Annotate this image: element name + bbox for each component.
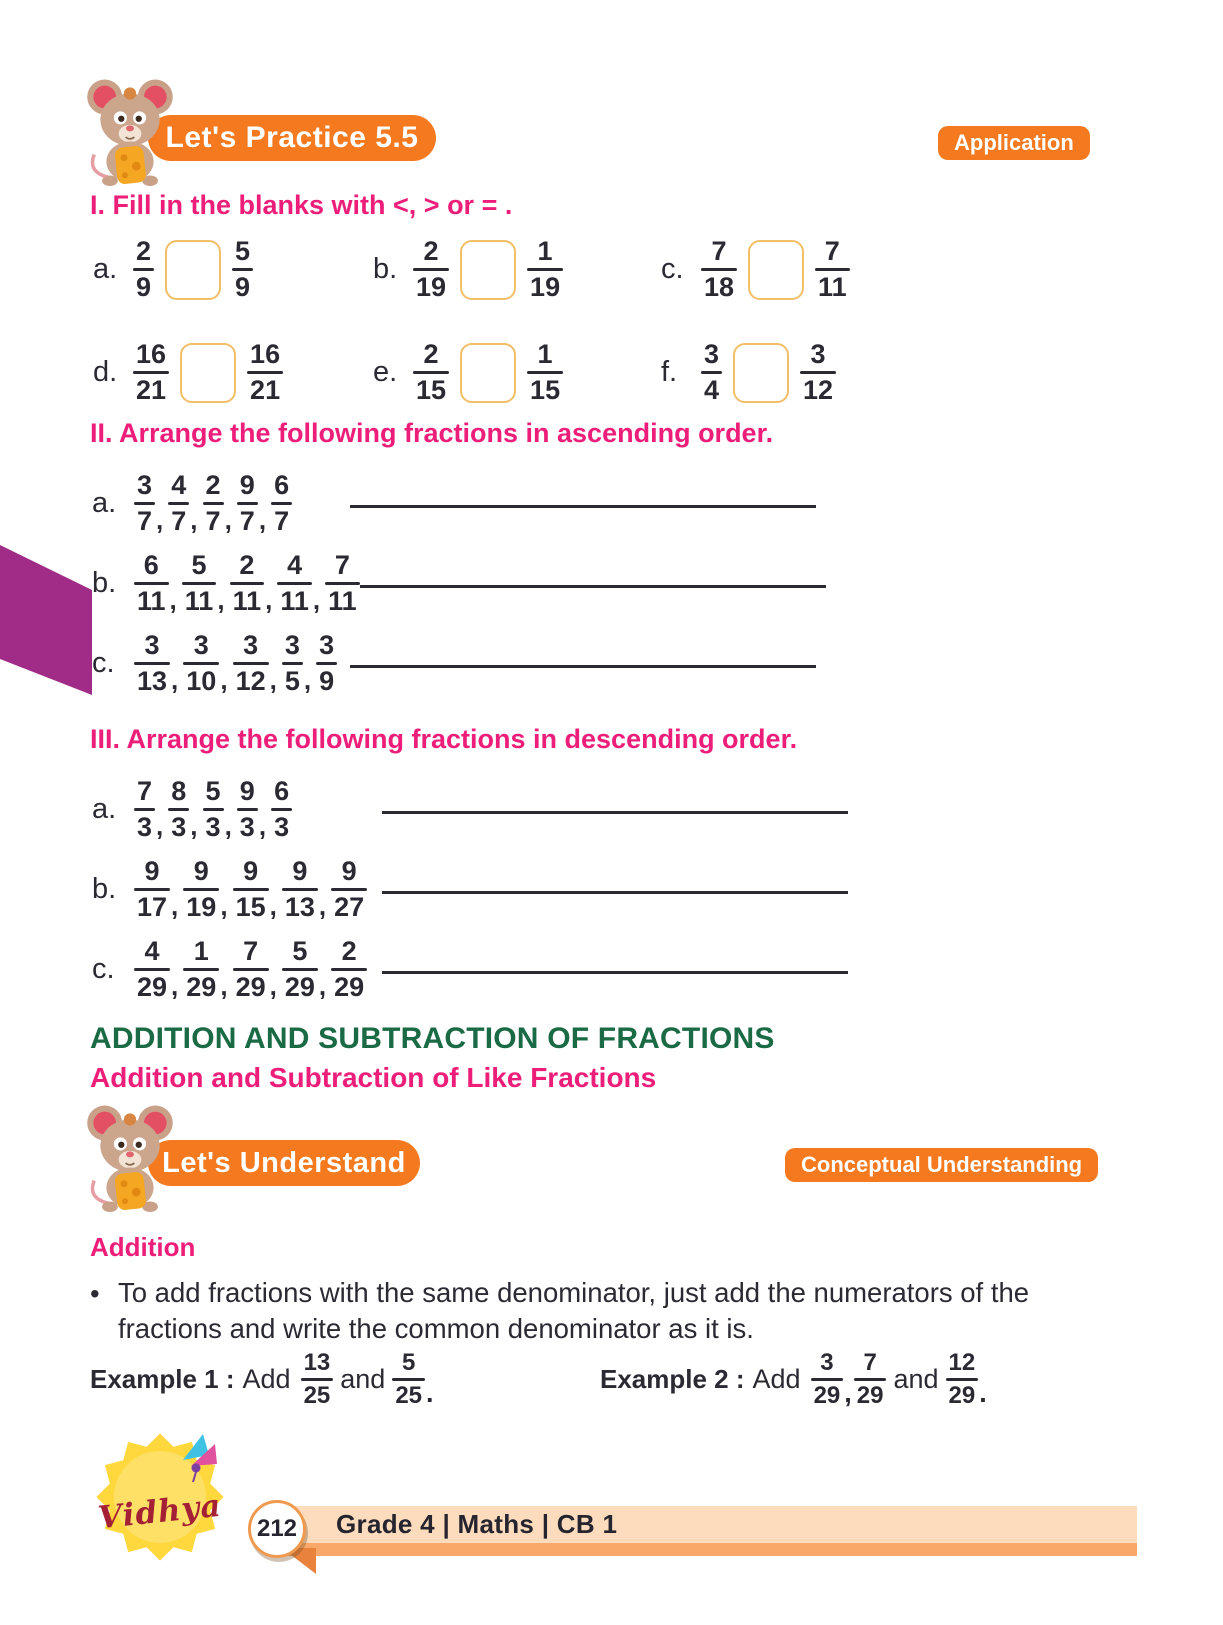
addition-subheading: Addition (90, 1232, 196, 1262)
fraction-bar (233, 888, 269, 891)
section1-rows (0, 237, 1223, 405)
practice-banner (148, 115, 436, 161)
fraction-bar (800, 371, 836, 374)
denominator: 29 (856, 1381, 884, 1409)
fraction (301, 1350, 334, 1409)
denominator: 10 (186, 666, 217, 696)
fraction-list (134, 631, 350, 696)
fraction-bar (413, 371, 449, 374)
answer-line[interactable] (382, 811, 848, 814)
fraction-bar (183, 968, 219, 971)
numerator: 6 (143, 550, 159, 580)
denominator: 21 (136, 375, 167, 405)
fraction-bar (325, 582, 360, 585)
denominator: 25 (303, 1381, 331, 1409)
fraction-bar (854, 1378, 887, 1381)
fraction-bar (301, 1378, 334, 1381)
answer-box[interactable] (460, 240, 516, 300)
fraction-bar (946, 1378, 979, 1381)
comma-separator: , (258, 505, 267, 535)
denominator: 15 (235, 892, 266, 922)
fraction (811, 1350, 844, 1409)
item-label: a. (92, 487, 117, 519)
fraction-bar (527, 268, 563, 271)
numerator: 3 (704, 339, 720, 369)
numerator: 5 (205, 776, 221, 806)
fraction (183, 631, 219, 696)
denominator: 3 (205, 812, 221, 842)
fraction-bar (232, 268, 253, 271)
fraction (701, 340, 722, 405)
numerator: 9 (144, 856, 160, 886)
fraction (133, 340, 169, 405)
numerator: 6 (274, 470, 290, 500)
denominator: 9 (319, 666, 335, 696)
example-lead-text: Add (752, 1363, 801, 1394)
item-label: f. (661, 356, 678, 388)
comma-separator: , (220, 891, 228, 921)
example-separator: . (979, 1377, 987, 1408)
numerator: 6 (274, 776, 290, 806)
fraction (183, 937, 219, 1002)
answer-box[interactable] (733, 343, 789, 403)
page-number: 212 (256, 1515, 298, 1542)
fraction (701, 237, 737, 302)
fraction-bar (203, 502, 224, 505)
item-label: b. (92, 873, 117, 905)
section1-row (93, 340, 1223, 405)
item-label: c. (661, 253, 684, 285)
denominator: 11 (818, 272, 847, 302)
fraction (134, 471, 155, 536)
denominator: 11 (184, 586, 214, 616)
fraction-list (134, 857, 382, 922)
answer-line[interactable] (382, 971, 848, 974)
fraction-bar (134, 808, 155, 811)
numerator: 2 (205, 470, 221, 500)
fraction-bar (183, 662, 219, 665)
denominator: 13 (284, 892, 315, 922)
comma-separator: , (303, 665, 312, 695)
comma-separator: , (169, 585, 177, 615)
fraction (282, 937, 318, 1002)
fraction (182, 551, 217, 616)
fraction (282, 857, 318, 922)
denominator: 15 (416, 375, 447, 405)
fraction-bar (168, 808, 189, 811)
numerator: 4 (171, 470, 187, 500)
fraction (413, 237, 449, 302)
numerator: 5 (235, 236, 251, 266)
fraction-bar (233, 662, 269, 665)
numerator: 7 (334, 550, 350, 580)
comma-separator: , (258, 811, 267, 841)
fraction-bar (203, 808, 224, 811)
comma-separator: , (224, 505, 232, 535)
section3-heading: III. Arrange the following fractions in descending order. (90, 724, 798, 754)
fraction-bar (271, 502, 292, 505)
numerator: 1 (537, 236, 553, 266)
compare-item (373, 340, 661, 405)
footer-bar (280, 1506, 1137, 1556)
comma-separator: , (171, 891, 179, 921)
section2-heading: II. Arrange the following fractions in ascending order. (90, 418, 774, 448)
numerator: 4 (144, 936, 160, 966)
comma-separator: , (171, 665, 179, 695)
fraction (800, 340, 836, 405)
denominator: 29 (235, 972, 266, 1002)
numerator: 1 (537, 339, 553, 369)
conceptual-understanding-badge (785, 1148, 1098, 1182)
numerator: 7 (824, 236, 840, 266)
numerator: 3 (284, 630, 300, 660)
item-label: b. (92, 567, 117, 599)
denominator: 7 (205, 506, 221, 536)
fraction-bar (133, 371, 169, 374)
comma-separator: , (318, 891, 327, 921)
denominator: 3 (137, 812, 153, 842)
fraction-bar (277, 582, 312, 585)
numerator: 7 (137, 776, 153, 806)
example-2 (600, 1350, 989, 1409)
numerator: 7 (863, 1349, 877, 1376)
numerator: 3 (810, 339, 826, 369)
denominator: 25 (395, 1381, 423, 1409)
comma-separator: , (156, 811, 164, 841)
fraction (247, 340, 283, 405)
fraction-bar (701, 268, 737, 271)
numerator: 5 (191, 550, 207, 580)
fraction (527, 237, 563, 302)
answer-line[interactable] (350, 665, 816, 668)
fraction-bar (134, 662, 170, 665)
denominator: 13 (137, 666, 168, 696)
numerator: 3 (144, 630, 160, 660)
denominator: 15 (530, 375, 561, 405)
arrange-item (92, 631, 1223, 696)
item-label: a. (92, 793, 117, 825)
fraction-list (134, 471, 350, 536)
comma-separator: , (190, 505, 198, 535)
answer-box[interactable] (165, 240, 221, 300)
example-1 (90, 1350, 436, 1409)
fraction (331, 857, 367, 922)
denominator: 29 (284, 972, 315, 1002)
fraction (815, 237, 850, 302)
arrange-item (92, 471, 1223, 536)
denominator: 3 (274, 812, 290, 842)
fraction (316, 631, 337, 696)
fraction-bar (133, 268, 154, 271)
example-separator: and (340, 1363, 386, 1394)
numerator: 3 (820, 1349, 834, 1376)
fraction (237, 471, 258, 536)
denominator: 12 (235, 666, 266, 696)
fraction (168, 777, 189, 842)
fraction-bar (282, 968, 318, 971)
section1-row (93, 237, 1223, 302)
denominator: 12 (803, 375, 834, 405)
fraction (183, 857, 219, 922)
addition-bullet-text: To add fractions with the same denominator, just add the numerators of the fractions and write the common denominator as it is. (118, 1277, 1030, 1345)
vidhya-logo-text: Vidhya (96, 1487, 224, 1537)
compare-item (661, 237, 1223, 302)
numerator: 12 (948, 1349, 976, 1376)
numerator: 2 (423, 236, 439, 266)
denominator: 17 (137, 892, 168, 922)
mouse-mascot-icon (82, 1098, 178, 1216)
denominator: 27 (334, 892, 365, 922)
fraction-bar (168, 502, 189, 505)
item-label: b. (373, 253, 398, 285)
fraction (203, 471, 224, 536)
fraction-list (134, 551, 360, 616)
numerator: 2 (239, 550, 255, 580)
fraction (168, 471, 189, 536)
comma-separator: , (156, 505, 164, 535)
comma-separator: , (269, 891, 277, 921)
numerator: 5 (402, 1349, 416, 1376)
fraction-bar (233, 968, 269, 971)
comma-separator: , (220, 971, 228, 1001)
fraction-bar (183, 888, 219, 891)
item-label: c. (92, 953, 115, 985)
answer-line[interactable] (350, 505, 816, 508)
mouse-mascot-icon (82, 72, 178, 190)
fraction-bar (811, 1378, 844, 1381)
arrange-item (92, 551, 1223, 616)
comma-separator: , (171, 971, 179, 1001)
fraction (527, 340, 563, 405)
example-lead-text: Add (242, 1363, 291, 1394)
comma-separator: , (190, 811, 198, 841)
fraction (271, 777, 292, 842)
fraction-bar (282, 662, 303, 665)
conceptual-understanding-badge-label: Conceptual Understanding (801, 1152, 1083, 1177)
example-separator: , (844, 1377, 852, 1408)
fraction (133, 237, 154, 302)
numerator: 16 (250, 339, 281, 369)
numerator: 3 (319, 630, 335, 660)
comma-separator: , (269, 971, 277, 1001)
fraction-list (134, 777, 382, 842)
numerator: 7 (243, 936, 259, 966)
example-label: Example 1 : (90, 1363, 235, 1394)
addition-bullet-paragraph (90, 1275, 1120, 1348)
fraction-bar (247, 371, 283, 374)
numerator: 13 (303, 1349, 331, 1376)
fraction (946, 1350, 979, 1409)
fraction (392, 1350, 425, 1409)
numerator: 9 (239, 470, 255, 500)
section1-heading: I. Fill in the blanks with <, > or = . (90, 190, 513, 220)
fraction-bar (271, 808, 292, 811)
denominator: 7 (171, 506, 187, 536)
fraction (203, 777, 224, 842)
fraction (277, 551, 312, 616)
fraction-list (134, 937, 382, 1002)
comma-separator: , (224, 811, 232, 841)
fraction-bar (182, 582, 217, 585)
fraction-bar (134, 502, 155, 505)
answer-line[interactable] (382, 891, 848, 894)
denominator: 21 (250, 375, 281, 405)
denominator: 3 (239, 812, 255, 842)
numerator: 3 (137, 470, 153, 500)
fraction-bar (815, 268, 850, 271)
page-number-badge (248, 1500, 306, 1558)
numerator: 2 (423, 339, 439, 369)
numerator: 9 (243, 856, 259, 886)
fraction (237, 777, 258, 842)
numerator: 4 (287, 550, 303, 580)
bullet-marker: • (90, 1278, 100, 1309)
numerator: 5 (292, 936, 308, 966)
comma-separator: , (217, 585, 225, 615)
arrange-item (92, 777, 1223, 842)
fraction-bar (316, 662, 337, 665)
comma-separator: , (269, 665, 277, 695)
denominator: 29 (137, 972, 168, 1002)
application-badge (938, 126, 1090, 160)
comma-separator: , (220, 665, 228, 695)
denominator: 18 (704, 272, 735, 302)
section2-rows (0, 471, 1223, 696)
denominator: 11 (137, 586, 166, 616)
denominator: 29 (813, 1381, 841, 1409)
arrange-item (92, 857, 1223, 922)
fraction (854, 1350, 887, 1409)
compare-item (373, 237, 661, 302)
item-label: d. (93, 356, 118, 388)
comma-separator: , (318, 971, 327, 1001)
numerator: 9 (193, 856, 209, 886)
fraction (134, 857, 170, 922)
fraction (232, 237, 253, 302)
fraction (230, 551, 265, 616)
denominator: 11 (232, 586, 262, 616)
example-separator: and (893, 1363, 939, 1394)
fraction-bar (527, 371, 563, 374)
denominator: 19 (530, 272, 561, 302)
fraction (233, 937, 269, 1002)
topic-heading-sub: Addition and Subtraction of Like Fractions (90, 1062, 657, 1093)
item-label: a. (93, 253, 118, 285)
denominator: 9 (136, 272, 152, 302)
fraction (413, 340, 449, 405)
footer-book-title: Grade 4 | Maths | CB 1 (336, 1509, 618, 1539)
answer-line[interactable] (360, 585, 826, 588)
numerator: 2 (136, 236, 152, 266)
denominator: 29 (186, 972, 217, 1002)
comma-separator: , (265, 585, 273, 615)
fraction (134, 777, 155, 842)
fraction-bar (413, 268, 449, 271)
fraction-bar (230, 582, 265, 585)
understand-banner (148, 1140, 420, 1186)
example-label: Example 2 : (600, 1363, 745, 1394)
fraction (134, 551, 169, 616)
fraction (233, 857, 269, 922)
fraction-bar (331, 968, 367, 971)
fraction (282, 631, 303, 696)
answer-box[interactable] (460, 343, 516, 403)
fraction-bar (331, 888, 367, 891)
item-label: c. (92, 647, 115, 679)
denominator: 7 (137, 506, 153, 536)
denominator: 11 (280, 586, 309, 616)
application-badge-label: Application (954, 130, 1074, 155)
compare-item (93, 340, 373, 405)
fraction (134, 631, 170, 696)
fraction (134, 937, 170, 1002)
practice-banner-title: Let's Practice 5.5 (165, 121, 419, 154)
fraction-bar (134, 968, 170, 971)
item-label: e. (373, 356, 398, 388)
answer-box[interactable] (180, 343, 236, 403)
vidhya-logo (80, 1422, 240, 1572)
fraction-bar (701, 371, 722, 374)
fraction-bar (237, 808, 258, 811)
denominator: 4 (704, 375, 720, 405)
numerator: 9 (292, 856, 308, 886)
fraction-bar (237, 502, 258, 505)
compare-item (661, 340, 1223, 405)
denominator: 3 (171, 812, 187, 842)
numerator: 9 (341, 856, 357, 886)
compare-item (93, 237, 373, 302)
numerator: 7 (711, 236, 727, 266)
understand-banner-title: Let's Understand (162, 1146, 406, 1179)
numerator: 8 (171, 776, 187, 806)
denominator: 11 (328, 586, 357, 616)
denominator: 7 (239, 506, 255, 536)
fraction (331, 937, 367, 1002)
fraction-bar (392, 1378, 425, 1381)
fraction (325, 551, 360, 616)
example-separator: . (426, 1377, 434, 1408)
comma-separator: , (312, 585, 321, 615)
fraction-bar (134, 582, 169, 585)
fraction-bar (134, 888, 170, 891)
fraction-bar (282, 888, 318, 891)
denominator: 29 (334, 972, 365, 1002)
denominator: 5 (284, 666, 300, 696)
numerator: 3 (193, 630, 209, 660)
denominator: 9 (235, 272, 251, 302)
numerator: 9 (239, 776, 255, 806)
denominator: 29 (948, 1381, 976, 1409)
fraction (233, 631, 269, 696)
numerator: 2 (341, 936, 357, 966)
denominator: 7 (274, 506, 290, 536)
fraction (271, 471, 292, 536)
numerator: 3 (243, 630, 259, 660)
answer-box[interactable] (748, 240, 804, 300)
arrange-item (92, 937, 1223, 1002)
numerator: 16 (136, 339, 167, 369)
denominator: 19 (186, 892, 217, 922)
denominator: 19 (416, 272, 447, 302)
numerator: 1 (193, 936, 209, 966)
topic-heading-main: ADDITION AND SUBTRACTION OF FRACTIONS (90, 1022, 775, 1055)
section3-rows (0, 777, 1223, 1002)
